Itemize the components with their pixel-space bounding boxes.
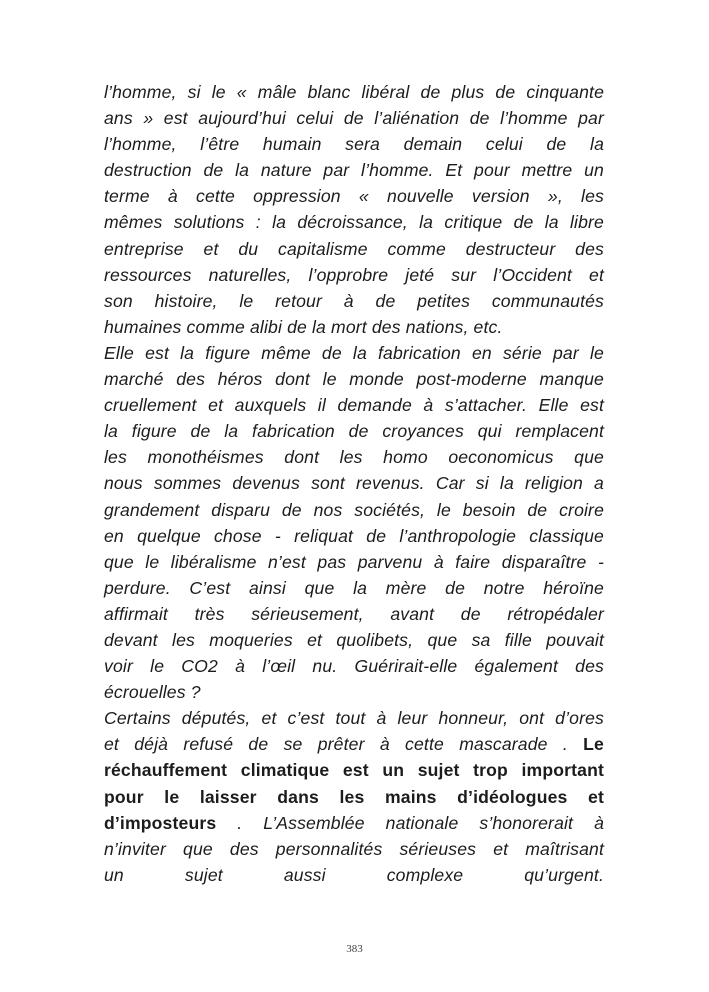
text-line [104, 705, 604, 731]
text-line [104, 444, 604, 470]
text-line [104, 470, 604, 496]
text-line [104, 497, 604, 523]
text-segment: Elle est la figure même de la fabrication en série par le [104, 342, 604, 363]
text-line [104, 183, 604, 209]
text-segment: devant les moqueries et quolibets, que sa fille pouvait [104, 629, 604, 650]
text-segment: l’homme, l’être humain sera demain celui de la [104, 134, 604, 155]
text-line [104, 549, 604, 575]
text-line [104, 209, 604, 235]
text-segment: nous sommes devenus sont revenus. Car si la religion a [104, 473, 604, 494]
text-segment: les monothéismes dont les homo oeconomicus que [104, 447, 604, 468]
text-segment: terme à cette oppression « nouvelle version », les [104, 186, 604, 207]
body-text [104, 79, 604, 888]
text-segment: la figure de la fabrication de croyances qui remplacent [104, 421, 604, 442]
text-segment: son histoire, le retour à de petites communautés [104, 290, 604, 311]
text-segment: voir le CO2 à l’œil nu. Guérirait-elle également des [104, 656, 604, 677]
text-segment: perdure. C’est ainsi que la mère de notre héroïne [104, 577, 604, 598]
text-line [104, 105, 604, 131]
text-line [104, 288, 604, 314]
text-line [104, 392, 604, 418]
text-segment: écrouelles ? [104, 682, 201, 703]
text-line [104, 836, 604, 862]
text-line [104, 784, 604, 810]
bold-text-segment: pour le laisser dans les mains d’idéologues et [104, 786, 604, 807]
text-line [104, 575, 604, 601]
text-line [104, 262, 604, 288]
bold-text-segment: réchauffement climatique est un sujet trop important [104, 760, 604, 781]
text-line [104, 757, 604, 783]
text-segment: Certains députés, et c’est tout à leur honneur, ont d’ores [104, 708, 604, 729]
text-segment: et déjà refusé de se prêter à cette mascarade . [104, 734, 584, 755]
text-line [104, 523, 604, 549]
text-segment: destruction de la nature par l’homme. Et pour mettre un [104, 160, 604, 181]
text-line [104, 731, 604, 757]
text-segment: affirmait très sérieusement, avant de rétropédaler [104, 603, 604, 624]
text-segment: ans » est aujourd’hui celui de l’aliénation de l’homme par [104, 108, 604, 129]
text-segment: l’homme, si le « mâle blanc libéral de plus de cinquante [104, 82, 604, 102]
bold-text-segment: d’imposteurs [104, 812, 217, 833]
text-segment: en quelque chose - reliquat de l’anthropologie classique [104, 525, 604, 546]
text-segment: . L’Assemblée nationale s’honorerait à [216, 812, 604, 833]
text-line [104, 340, 604, 366]
text-segment: cruellement et auxquels il demande à s’attacher. Elle est [104, 395, 604, 416]
text-line [104, 79, 604, 105]
text-segment: humaines comme alibi de la mort des nations, etc. [104, 316, 503, 337]
text-segment: grandement disparu de nos sociétés, le besoin de croire [104, 499, 604, 520]
text-segment: ressources naturelles, l’opprobre jeté sur l’Occident et [104, 264, 604, 285]
text-line [104, 418, 604, 444]
text-segment: que le libéralisme n’est pas parvenu à faire disparaître - [104, 551, 604, 572]
bold-text-segment: Le [583, 734, 604, 755]
text-line [104, 627, 604, 653]
text-line [104, 601, 604, 627]
text-line [104, 679, 604, 705]
page-number: 383 [346, 943, 363, 955]
text-line [104, 366, 604, 392]
text-line [104, 236, 604, 262]
text-segment: un sujet aussi complexe qu’urgent. [104, 864, 604, 885]
text-line [104, 862, 604, 888]
text-line [104, 157, 604, 183]
text-line [104, 653, 604, 679]
text-segment: entreprise et du capitalisme comme destructeur des [104, 238, 604, 259]
text-line [104, 810, 604, 836]
text-line [104, 131, 604, 157]
text-segment: mêmes solutions : la décroissance, la critique de la libre [104, 212, 604, 233]
text-segment: marché des héros dont le monde post-moderne manque [104, 369, 604, 390]
text-segment: n’inviter que des personnalités sérieuses et maîtrisant [104, 838, 604, 859]
text-line [104, 314, 604, 340]
